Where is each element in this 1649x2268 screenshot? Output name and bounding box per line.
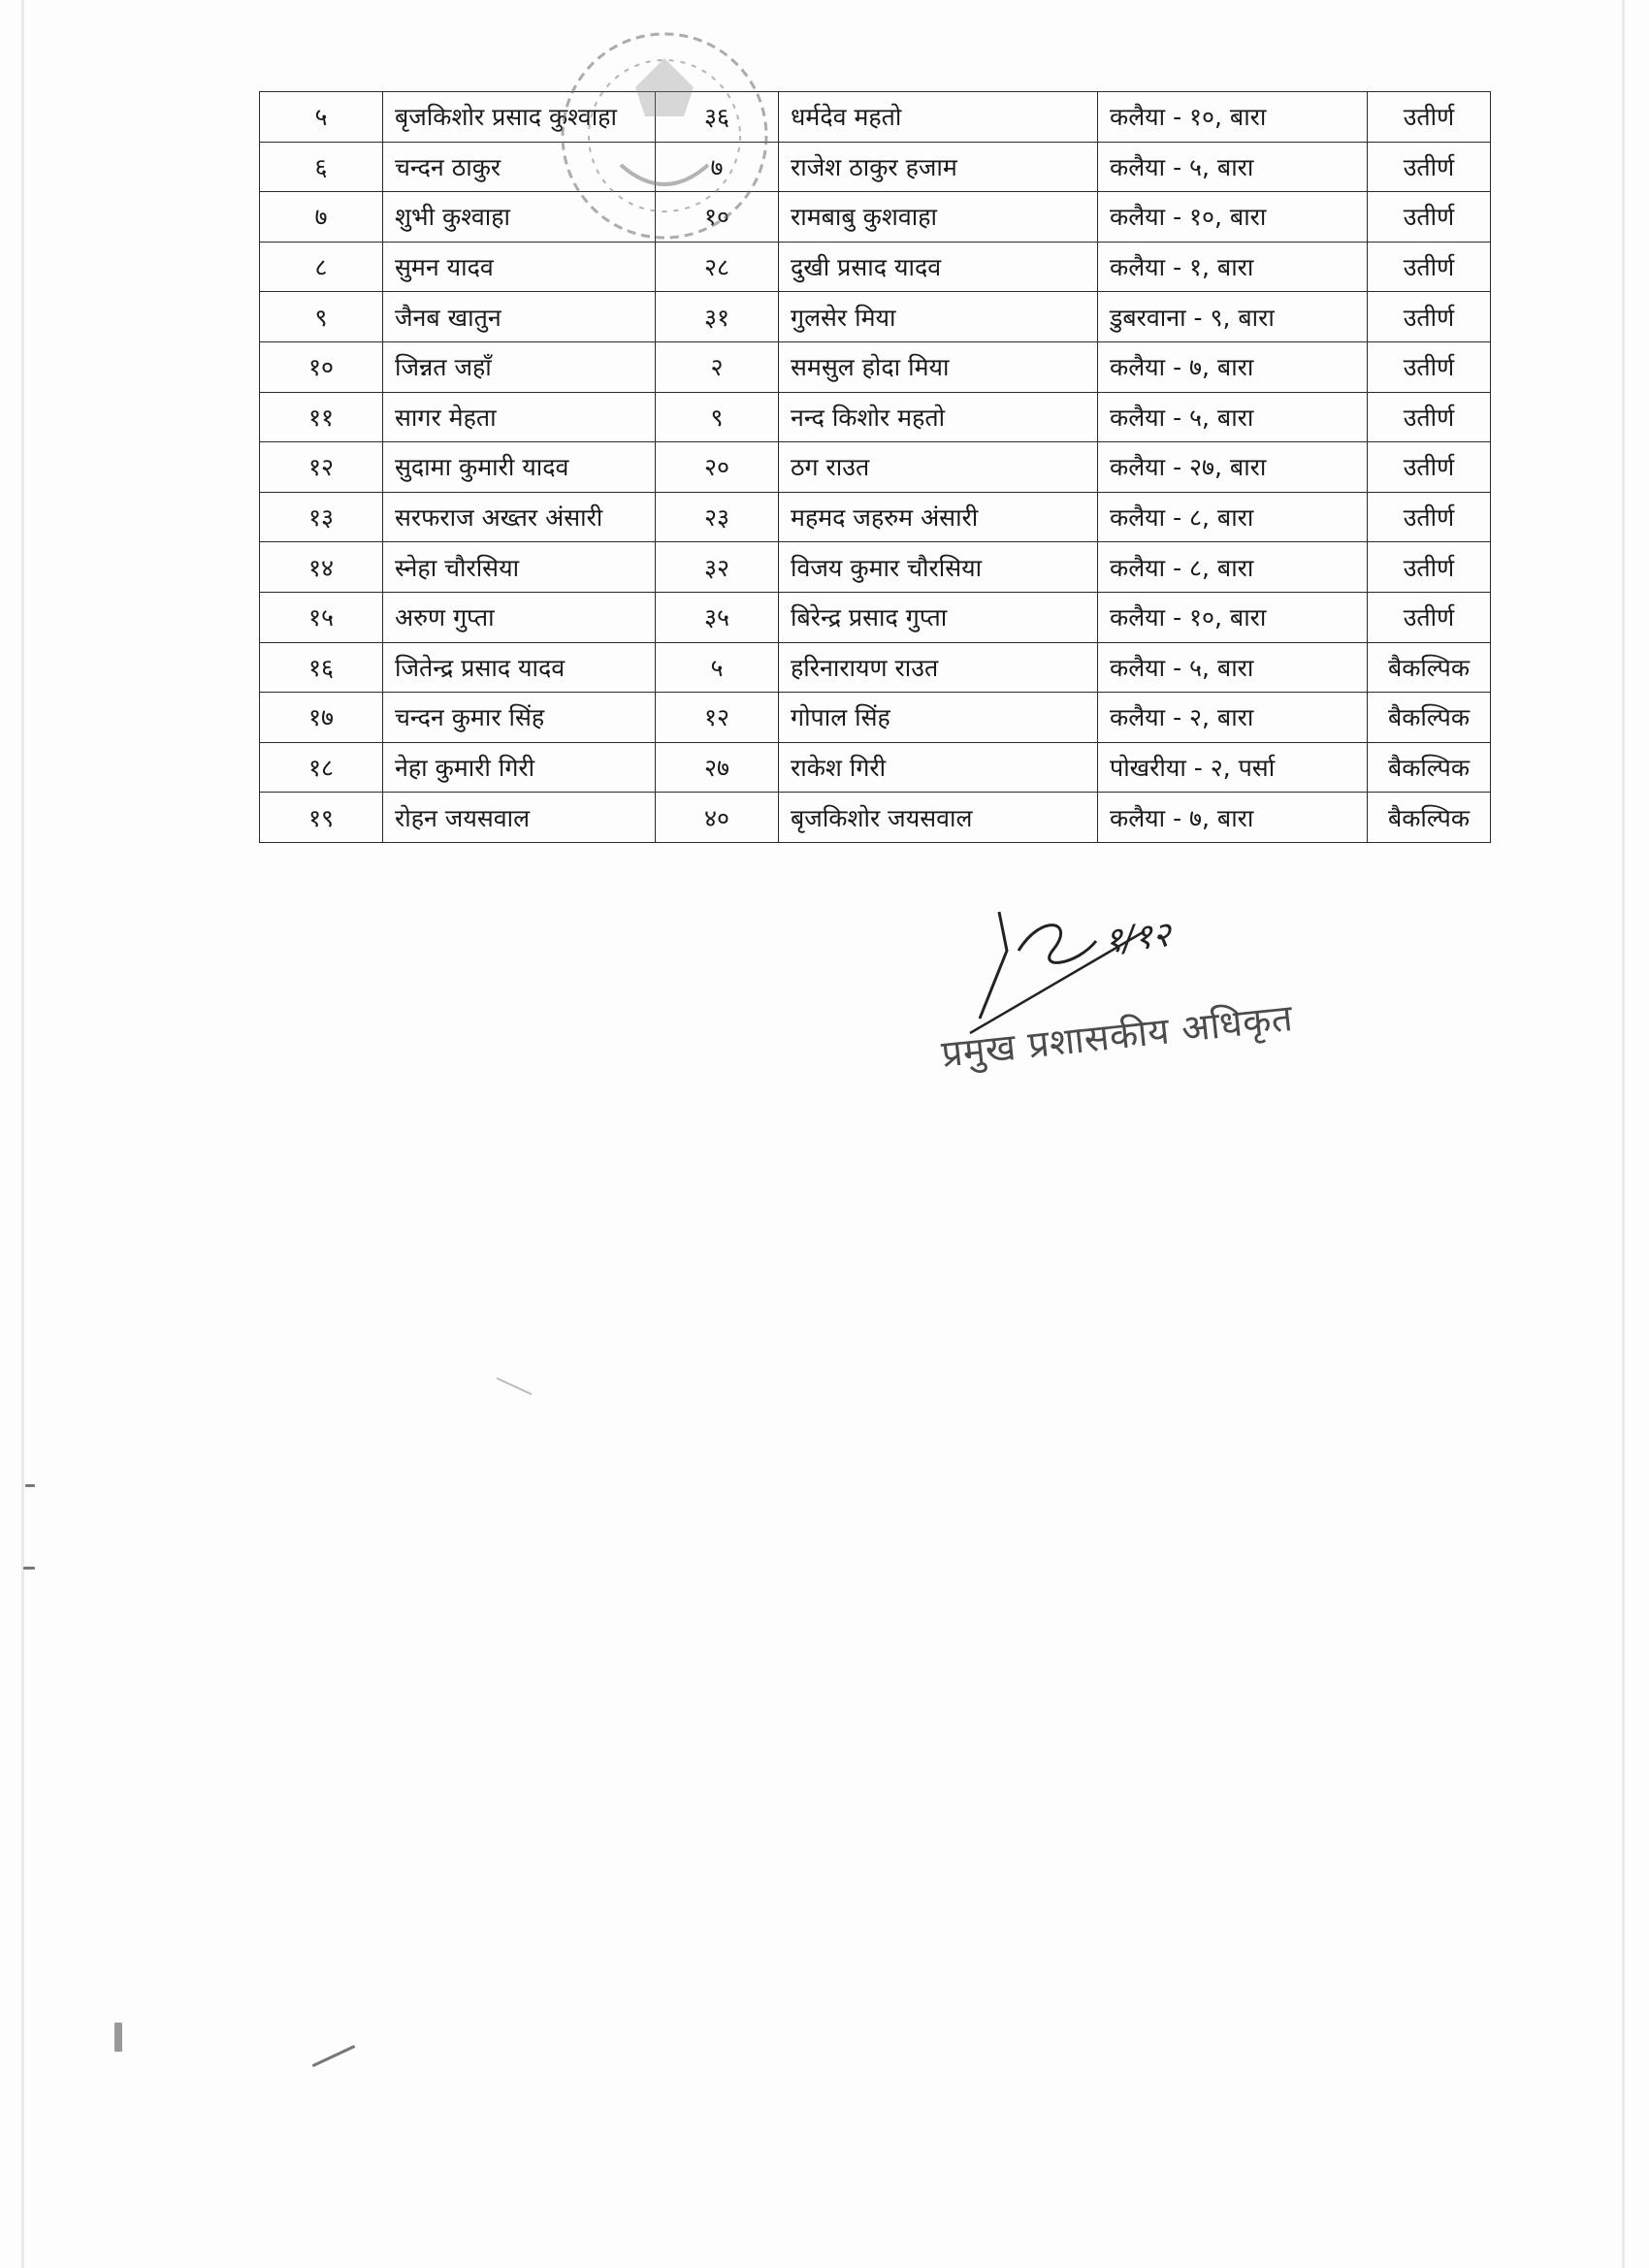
candidate-name-cell: सुमन यादव <box>383 242 656 292</box>
guardian-name-cell: दुखी प्रसाद यादव <box>779 242 1098 292</box>
table-row <box>260 92 1491 143</box>
guardian-name-cell: विजय कुमार चौरसिया <box>779 542 1098 593</box>
roll-number-cell: ३६ <box>656 92 779 143</box>
serial-number-cell: ११ <box>260 392 383 442</box>
address-cell: कलैया - १०, बारा <box>1098 92 1368 143</box>
address-cell: पोखरीया - २, पर्सा <box>1098 742 1368 793</box>
roll-number-cell: ३१ <box>656 292 779 342</box>
serial-number-cell: ७ <box>260 192 383 243</box>
candidate-name-cell: स्नेहा चौरसिया <box>383 542 656 593</box>
address-cell: डुबरवाना - ९, बारा <box>1098 292 1368 342</box>
table-row <box>260 742 1491 793</box>
roll-number-cell: १० <box>656 192 779 243</box>
scan-speck <box>114 2023 122 2052</box>
address-cell: कलैया - ७, बारा <box>1098 341 1368 392</box>
result-cell: बैकल्पिक <box>1368 693 1491 743</box>
result-cell: उतीर्ण <box>1368 442 1491 493</box>
serial-number-cell: १० <box>260 341 383 392</box>
roll-number-cell: २७ <box>656 742 779 793</box>
serial-number-cell: १९ <box>260 793 383 843</box>
table-row <box>260 492 1491 542</box>
scan-speck <box>23 1567 35 1570</box>
address-cell: कलैया - ५, बारा <box>1098 392 1368 442</box>
address-cell: कलैया - ७, बारा <box>1098 793 1368 843</box>
serial-number-cell: १३ <box>260 492 383 542</box>
table-row <box>260 392 1491 442</box>
result-cell: उतीर्ण <box>1368 392 1491 442</box>
roll-number-cell: ४० <box>656 793 779 843</box>
signatory-title: प्रमुख प्रशासकीय अधिकृत <box>939 995 1295 1076</box>
roll-number-cell: ५ <box>656 642 779 693</box>
result-cell: उतीर्ण <box>1368 242 1491 292</box>
result-table <box>259 91 1491 843</box>
candidate-name-cell: चन्दन ठाकुर <box>383 142 656 192</box>
candidate-name-cell: अरुण गुप्ता <box>383 592 656 642</box>
address-cell: कलैया - १०, बारा <box>1098 192 1368 243</box>
table-row <box>260 142 1491 192</box>
signature-date: १/१२ <box>1102 915 1173 961</box>
table-row <box>260 242 1491 292</box>
serial-number-cell: ८ <box>260 242 383 292</box>
result-cell: उतीर्ण <box>1368 192 1491 243</box>
guardian-name-cell: समसुल होदा मिया <box>779 341 1098 392</box>
result-cell: उतीर्ण <box>1368 142 1491 192</box>
candidate-name-cell: जैनब खातुन <box>383 292 656 342</box>
candidate-name-cell: सुदामा कुमारी यादव <box>383 442 656 493</box>
roll-number-cell: ९ <box>656 392 779 442</box>
serial-number-cell: १४ <box>260 542 383 593</box>
address-cell: कलैया - २७, बारा <box>1098 442 1368 493</box>
table-row <box>260 192 1491 243</box>
roll-number-cell: २८ <box>656 242 779 292</box>
address-cell: कलैया - ८, बारा <box>1098 542 1368 593</box>
table-row <box>260 292 1491 342</box>
address-cell: कलैया - १०, बारा <box>1098 592 1368 642</box>
roll-number-cell: ७ <box>656 142 779 192</box>
candidate-name-cell: नेहा कुमारी गिरी <box>383 742 656 793</box>
guardian-name-cell: नन्द किशोर महतो <box>779 392 1098 442</box>
roll-number-cell: २३ <box>656 492 779 542</box>
candidate-name-cell: सरफराज अख्तर अंसारी <box>383 492 656 542</box>
serial-number-cell: १७ <box>260 693 383 743</box>
candidate-name-cell: जिन्नत जहाँ <box>383 341 656 392</box>
address-cell: कलैया - २, बारा <box>1098 693 1368 743</box>
serial-number-cell: ५ <box>260 92 383 143</box>
result-cell: उतीर्ण <box>1368 542 1491 593</box>
guardian-name-cell: धर्मदेव महतो <box>779 92 1098 143</box>
candidate-name-cell: जितेन्द्र प्रसाद यादव <box>383 642 656 693</box>
address-cell: कलैया - ५, बारा <box>1098 642 1368 693</box>
table-row <box>260 542 1491 593</box>
result-cell: उतीर्ण <box>1368 492 1491 542</box>
scan-speck <box>496 1377 532 1396</box>
result-cell: उतीर्ण <box>1368 92 1491 143</box>
serial-number-cell: ९ <box>260 292 383 342</box>
guardian-name-cell: हरिनारायण राउत <box>779 642 1098 693</box>
scan-speck <box>312 2045 356 2067</box>
guardian-name-cell: बिरेन्द्र प्रसाद गुप्ता <box>779 592 1098 642</box>
guardian-name-cell: ठग राउत <box>779 442 1098 493</box>
serial-number-cell: १५ <box>260 592 383 642</box>
table-row <box>260 592 1491 642</box>
candidate-name-cell: सागर मेहता <box>383 392 656 442</box>
table-row <box>260 442 1491 493</box>
scan-edge-left <box>21 0 24 2268</box>
guardian-name-cell: गुलसेर मिया <box>779 292 1098 342</box>
scan-speck <box>25 1484 35 1487</box>
roll-number-cell: २० <box>656 442 779 493</box>
serial-number-cell: ६ <box>260 142 383 192</box>
result-cell: बैकल्पिक <box>1368 793 1491 843</box>
result-cell: उतीर्ण <box>1368 341 1491 392</box>
roll-number-cell: ३२ <box>656 542 779 593</box>
result-cell: बैकल्पिक <box>1368 642 1491 693</box>
serial-number-cell: १६ <box>260 642 383 693</box>
scan-edge-right <box>1622 0 1625 2268</box>
guardian-name-cell: रामबाबु कुशवाहा <box>779 192 1098 243</box>
candidate-name-cell: रोहन जयसवाल <box>383 793 656 843</box>
address-cell: कलैया - १, बारा <box>1098 242 1368 292</box>
table-row <box>260 642 1491 693</box>
guardian-name-cell: गोपाल सिंह <box>779 693 1098 743</box>
table-row <box>260 693 1491 743</box>
table-row <box>260 341 1491 392</box>
guardian-name-cell: राकेश गिरी <box>779 742 1098 793</box>
roll-number-cell: २ <box>656 341 779 392</box>
candidate-name-cell: शुभी कुश्वाहा <box>383 192 656 243</box>
result-cell: उतीर्ण <box>1368 592 1491 642</box>
table-row <box>260 793 1491 843</box>
guardian-name-cell: बृजकिशोर जयसवाल <box>779 793 1098 843</box>
address-cell: कलैया - ५, बारा <box>1098 142 1368 192</box>
address-cell: कलैया - ८, बारा <box>1098 492 1368 542</box>
guardian-name-cell: राजेश ठाकुर हजाम <box>779 142 1098 192</box>
serial-number-cell: १८ <box>260 742 383 793</box>
guardian-name-cell: महमद जहरुम अंसारी <box>779 492 1098 542</box>
serial-number-cell: १२ <box>260 442 383 493</box>
candidate-name-cell: बृजकिशोर प्रसाद कुश्वाहा <box>383 92 656 143</box>
result-cell: उतीर्ण <box>1368 292 1491 342</box>
result-cell: बैकल्पिक <box>1368 742 1491 793</box>
roll-number-cell: ३५ <box>656 592 779 642</box>
result-table-body <box>260 92 1491 843</box>
candidate-name-cell: चन्दन कुमार सिंह <box>383 693 656 743</box>
roll-number-cell: १२ <box>656 693 779 743</box>
